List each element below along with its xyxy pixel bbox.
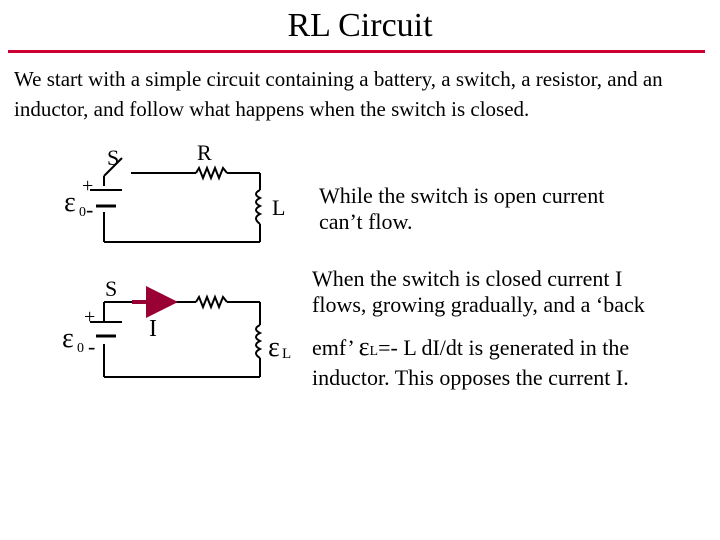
battery-plus: + xyxy=(84,306,96,328)
caption-closed-line-2: flows, growing gradually, and a ‘back xyxy=(312,292,645,317)
inductor-emf-subscript: L xyxy=(282,346,292,362)
battery-plus: + xyxy=(82,175,94,197)
emf-subscript: 0 xyxy=(79,205,86,220)
resistor-zigzag xyxy=(196,168,227,178)
inductor-coil xyxy=(256,325,260,358)
resistor-zigzag xyxy=(196,297,227,307)
caption-closed xyxy=(312,266,645,391)
caption-closed-line-1: When the switch is closed current I xyxy=(312,266,623,291)
circuit-open-labels xyxy=(64,140,285,222)
emf-symbol: ε xyxy=(62,323,74,354)
switch-label: S xyxy=(107,145,120,170)
switch-label: S xyxy=(105,276,118,301)
resistor-label: R xyxy=(197,140,212,165)
caption-emf-subscript: L xyxy=(369,344,379,359)
caption-emf-rest: =- L dI/dt is generated in the xyxy=(378,335,630,360)
circuit-closed xyxy=(90,297,260,377)
intro-paragraph: We start with a simple circuit containing a battery, a switch, a resistor, and an inductor, and follow what happens when the switch is closed. xyxy=(14,67,663,121)
emf-symbol: ε xyxy=(64,187,76,218)
circuit-open xyxy=(90,158,260,242)
caption-closed-line-4: inductor. This opposes the current I. xyxy=(312,365,629,390)
caption-emf-prefix: emf’ xyxy=(312,335,359,360)
inductor-emf-symbol: ε xyxy=(268,332,280,363)
caption-emf-symbol: ε xyxy=(358,332,370,361)
slide-title: RL Circuit xyxy=(287,7,433,44)
current-label: I xyxy=(149,316,157,342)
emf-subscript: 0 xyxy=(77,341,84,356)
inductor-coil xyxy=(256,190,260,224)
battery-minus: - xyxy=(86,197,94,222)
caption-closed-line-3 xyxy=(312,334,645,365)
caption-open-line-1: While the switch is open current xyxy=(319,183,605,208)
battery-minus: - xyxy=(88,334,96,359)
inductor-label: L xyxy=(272,195,286,220)
caption-open xyxy=(319,183,604,235)
caption-open-line-2: can’t flow. xyxy=(319,209,413,234)
